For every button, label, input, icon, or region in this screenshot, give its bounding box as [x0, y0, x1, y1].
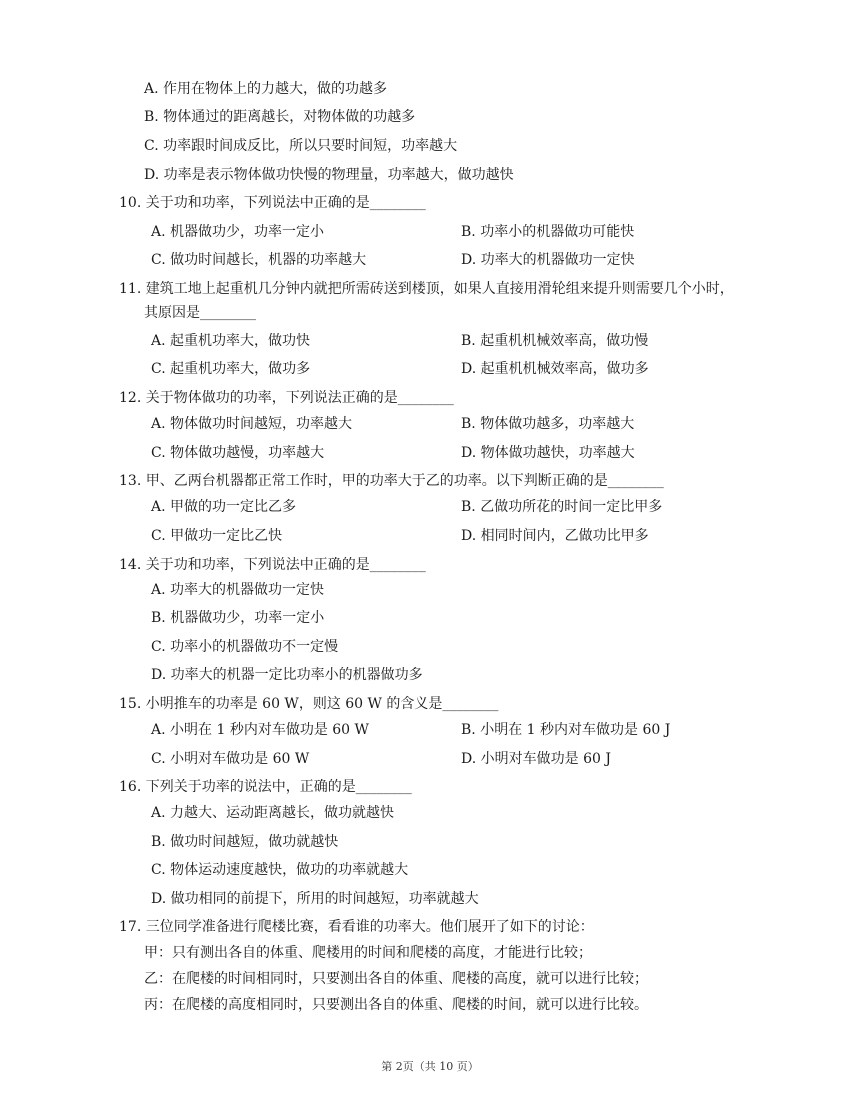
q16-option-a: A. 力越大、运动距离越长，做功就越快: [151, 805, 395, 821]
q16-stem: 16. 下列关于功率的说法中，正确的是________: [119, 779, 412, 795]
q11-option-b: B. 起重机机械效率高，做功慢: [461, 333, 649, 349]
q15-option-b: B. 小明在 1 秒内对车做功是 60 J: [461, 722, 671, 738]
q9-option-a: A. 作用在物体上的力越大，做的功越多: [144, 81, 388, 97]
q17-line-jia: 甲：只有测出各自的体重、爬楼用的时间和爬楼的高度，才能进行比较；: [144, 945, 592, 961]
q10-option-d: D. 功率大的机器做功一定快: [461, 252, 635, 268]
q11-option-c: C. 起重机功率大，做功多: [151, 361, 311, 377]
q15-stem: 15. 小明推车的功率是 60 W，则这 60 W 的含义是________: [119, 696, 499, 712]
page-footer: 第 2页（共 10 页）: [381, 1060, 479, 1073]
q10-stem: 10. 关于功和功率，下列说法中正确的是________: [119, 195, 426, 211]
q13-stem: 13. 甲、乙两台机器都正常工作时，甲的功率大于乙的功率。以下判断正确的是________: [119, 473, 664, 489]
q16-option-b: B. 做功时间越短，做功就越快: [151, 834, 339, 850]
q12-stem: 12. 关于物体做功的功率，下列说法正确的是________: [119, 390, 454, 406]
q9-option-c: C. 功率跟时间成反比，所以只要时间短，功率越大: [144, 138, 458, 154]
q15-option-d: D. 小明对车做功是 60 J: [461, 751, 611, 767]
q17-line-bing: 丙：在爬楼的高度相同时，只要测出各自的体重、爬楼的时间，就可以进行比较。: [144, 997, 648, 1013]
q12-option-d: D. 物体做功越快，功率越大: [461, 445, 635, 461]
q12-option-c: C. 物体做功越慢，功率越大: [151, 445, 325, 461]
q9-option-b: B. 物体通过的距离越长，对物体做的功越多: [144, 109, 416, 125]
q10-option-a: A. 机器做功少，功率一定小: [151, 224, 325, 240]
q12-option-b: B. 物体做功越多，功率越大: [461, 416, 635, 432]
q13-option-d: D. 相同时间内，乙做功比甲多: [461, 528, 649, 544]
q13-option-b: B. 乙做功所花的时间一定比甲多: [461, 499, 663, 515]
q11-stem-line2: 其原因是________: [144, 305, 256, 321]
q17-line-yi: 乙：在爬楼的时间相同时，只要测出各自的体重、爬楼的高度，就可以进行比较；: [144, 971, 648, 987]
q16-option-d: D. 做功相同的前提下，所用的时间越短，功率就越大: [151, 891, 479, 907]
q11-option-d: D. 起重机机械效率高，做功多: [461, 361, 649, 377]
q14-option-c: C. 功率小的机器做功不一定慢: [151, 639, 339, 655]
q14-option-d: D. 功率大的机器一定比功率小的机器做功多: [151, 667, 423, 683]
q13-option-a: A. 甲做的功一定比乙多: [151, 499, 297, 515]
q13-option-c: C. 甲做功一定比乙快: [151, 528, 283, 544]
q14-option-a: A. 功率大的机器做功一定快: [151, 582, 325, 598]
q12-option-a: A. 物体做功时间越短，功率越大: [151, 416, 353, 432]
q9-option-d: D. 功率是表示物体做功快慢的物理量，功率越大，做功越快: [144, 167, 514, 183]
q11-option-a: A. 起重机功率大，做功快: [151, 333, 311, 349]
q16-option-c: C. 物体运动速度越快，做功的功率就越大: [151, 862, 409, 878]
q14-stem: 14. 关于功和功率，下列说法中正确的是________: [119, 557, 426, 573]
q14-option-b: B. 机器做功少，功率一定小: [151, 610, 325, 626]
q11-stem-line1: 11. 建筑工地上起重机几分钟内就把所需砖送到楼顶，如果人直接用滑轮组来提升则需要几个小时，: [119, 281, 734, 297]
q15-option-a: A. 小明在 1 秒内对车做功是 60 W: [151, 722, 369, 738]
q15-option-c: C. 小明对车做功是 60 W: [151, 751, 310, 767]
q17-stem: 17. 三位同学准备进行爬楼比赛，看看谁的功率大。他们展开了如下的讨论：: [119, 919, 594, 935]
q10-option-b: B. 功率小的机器做功可能快: [461, 224, 635, 240]
q10-option-c: C. 做功时间越长，机器的功率越大: [151, 252, 367, 268]
